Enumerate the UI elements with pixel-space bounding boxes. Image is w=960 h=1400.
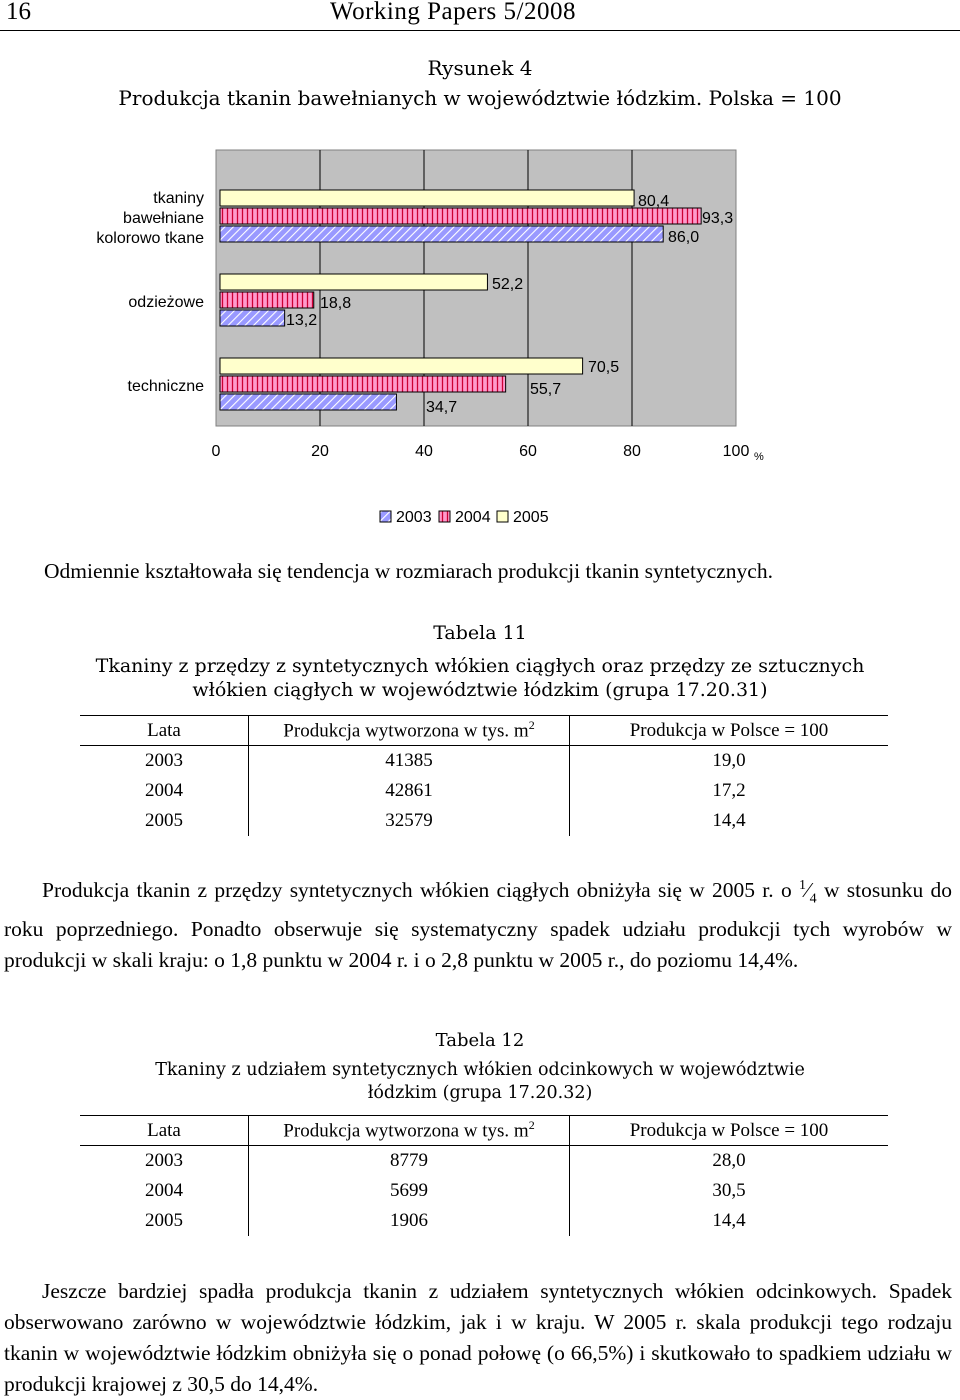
- header-produkcja: [249, 1116, 570, 1146]
- category-label: odzieżowe: [128, 294, 204, 311]
- header-lata: Lata: [80, 1116, 249, 1146]
- data-label-2003: 86,0: [668, 229, 700, 246]
- page-number: 16: [6, 0, 31, 25]
- bar-2005: [220, 358, 583, 374]
- category-label: bawełniane: [123, 210, 204, 227]
- cell-year: 2004: [145, 780, 183, 801]
- paragraph-2-rest: w stosunku do roku poprzedniego. Ponadto obserwuje się systematyczny spadek udziału produkcji tych wyrobów w produkcji w skali kraju: o 1,8 punktu w 2004 r. i o 2,8 punktu w 2005 r., do poziomu 14,4%.: [4, 878, 953, 973]
- table-row: [80, 1146, 888, 1177]
- data-label-2003: 13,2: [286, 312, 318, 329]
- bar-2005: [220, 190, 634, 206]
- table-row: [80, 1206, 888, 1236]
- cell-production: 41385: [249, 746, 570, 777]
- header-produkcja-text: Produkcja wytworzona w tys. m: [283, 720, 529, 742]
- bar-2004: [220, 208, 701, 224]
- table-row: [80, 1176, 888, 1206]
- bar-2004: [220, 376, 506, 392]
- cell-index: 28,0: [712, 1150, 746, 1171]
- data-label-2004: 18,8: [320, 295, 352, 312]
- paragraph-3-text: Jeszcze bardziej spadła produkcja tkanin z udziałem syntetycznych włókien odcinkowych. Spadek obserwowano zarówno w województwie łódzkim, jak i w kraju. W 2005 r. skala produkcji tego rodzaju tkanin w województwie łódzkim obniżyła się o ponad połowę (o 66,5%) i skutkowało to spadkiem udziału w produkcji krajowej z 30,5 do 14,4%.: [4, 1279, 952, 1396]
- header-unit-exponent: 2: [528, 1118, 535, 1133]
- cell-year: 2003: [145, 1150, 183, 1171]
- header-produkcja: [249, 716, 570, 746]
- x-tick-label: 0: [211, 443, 221, 460]
- header-lata: Lata: [80, 716, 249, 746]
- table-header-row: [80, 1116, 888, 1146]
- paragraph-2: Produkcja tkanin z przędzy syntetycznych włókien ciągłych obniżyła się w 2005 r. o $^1⁄_4$ w stosunku do roku poprzedniego. Ponadto obserwuje się systematyczny spadek udziału produkcji tych wyrobów w produkcji w skali kraju: o 1,8 punktu w 2004 r. i o 2,8 punktu w 2005 r., do poziomu 14,4%.: [4, 878, 953, 973]
- figure-label: Rysunek 4: [427, 56, 533, 80]
- category-label: kolorowo tkane: [96, 230, 204, 247]
- x-tick-label: 40: [415, 443, 433, 460]
- paragraph-2-line1: Produkcja tkanin z przędzy syntetycznych włókien ciągłych obniżyła się w 2005 r. o: [42, 878, 792, 903]
- table-11-label: Tabela 11: [433, 622, 527, 644]
- data-label-2005: 80,4: [638, 193, 670, 210]
- cell-index: 17,2: [712, 780, 746, 801]
- cell-production: 42861: [249, 776, 570, 806]
- data-label-2005: 52,2: [492, 276, 524, 293]
- data-label-2003: 34,7: [426, 399, 458, 416]
- cell-production: 8779: [249, 1146, 570, 1177]
- header-unit-exponent: 2: [528, 718, 535, 733]
- bar-2003: [220, 226, 663, 242]
- cell-production: 5699: [249, 1176, 570, 1206]
- cell-year: 2004: [145, 1180, 183, 1201]
- table-12-title-line2: łódzkim (grupa 17.20.32): [367, 1083, 593, 1103]
- cell-index: 14,4: [712, 810, 746, 831]
- legend-label: 2004: [455, 509, 491, 526]
- cell-year: 2005: [145, 810, 183, 831]
- data-label-2005: 70,5: [588, 359, 620, 376]
- cell-production: 1906: [249, 1206, 570, 1236]
- figure-title: Produkcja tkanin bawełnianych w województwie łódzkim. Polska = 100: [118, 86, 842, 110]
- cell-year: 2005: [145, 1210, 183, 1231]
- cell-index: 14,4: [712, 1210, 746, 1231]
- x-tick-label: 80: [623, 443, 641, 460]
- table-header-row: [80, 716, 888, 746]
- legend-label: 2003: [396, 509, 432, 526]
- cell-index: 19,0: [712, 750, 746, 771]
- table-row: [80, 746, 888, 777]
- bar-chart: [0, 120, 960, 540]
- paragraph-1: Odmiennie kształtowała się tendencja w rozmiarach produkcji tkanin syntetycznych.: [44, 559, 773, 583]
- x-tick-label: 60: [519, 443, 537, 460]
- bar-2004: [220, 292, 314, 308]
- bar-2003: [220, 394, 396, 410]
- legend-swatch-2005: [497, 511, 508, 522]
- header-produkcja-text: Produkcja wytworzona w tys. m: [283, 1120, 529, 1142]
- legend-label: 2005: [513, 509, 549, 526]
- paragraph-3: [4, 1276, 952, 1400]
- table-11-title-line1: Tkaniny z przędzy z syntetycznych włókien ciągłych oraz przędzy ze sztucznych: [95, 655, 865, 677]
- header-polska: Produkcja w Polsce = 100: [570, 716, 889, 746]
- table-row: [80, 776, 888, 806]
- cell-production: 32579: [249, 806, 570, 836]
- legend-swatch-2004: [439, 511, 450, 522]
- x-axis-label: %: [754, 451, 764, 463]
- header-polska: Produkcja w Polsce = 100: [570, 1116, 889, 1146]
- data-label-2004: 55,7: [530, 381, 562, 398]
- running-title: Working Papers 5/2008: [330, 0, 576, 25]
- cell-year: 2003: [145, 750, 183, 771]
- table-12-title-line1: Tkaniny z udziałem syntetycznych włókien odcinkowych w województwie: [155, 1060, 805, 1080]
- table-row: [80, 806, 888, 836]
- bar-2005: [220, 274, 487, 290]
- category-label: tkaniny: [153, 190, 204, 207]
- table-12: [80, 1115, 888, 1236]
- fraction-denominator: 4: [809, 891, 817, 907]
- table-12-label: Tabela 12: [435, 1030, 525, 1051]
- fraction-numerator: 1: [799, 878, 807, 893]
- x-tick-label: 20: [311, 443, 329, 460]
- category-label: techniczne: [127, 378, 204, 395]
- x-tick-label: 100: [722, 443, 750, 460]
- cell-index: 30,5: [712, 1180, 746, 1201]
- bar-2003: [220, 310, 285, 326]
- table-11-title-line2: włókien ciągłych w województwie łódzkim (grupa 17.20.31): [192, 679, 768, 701]
- data-label-2004: 93,3: [702, 210, 734, 227]
- table-11: [80, 715, 888, 836]
- legend-swatch-2003: [380, 511, 391, 522]
